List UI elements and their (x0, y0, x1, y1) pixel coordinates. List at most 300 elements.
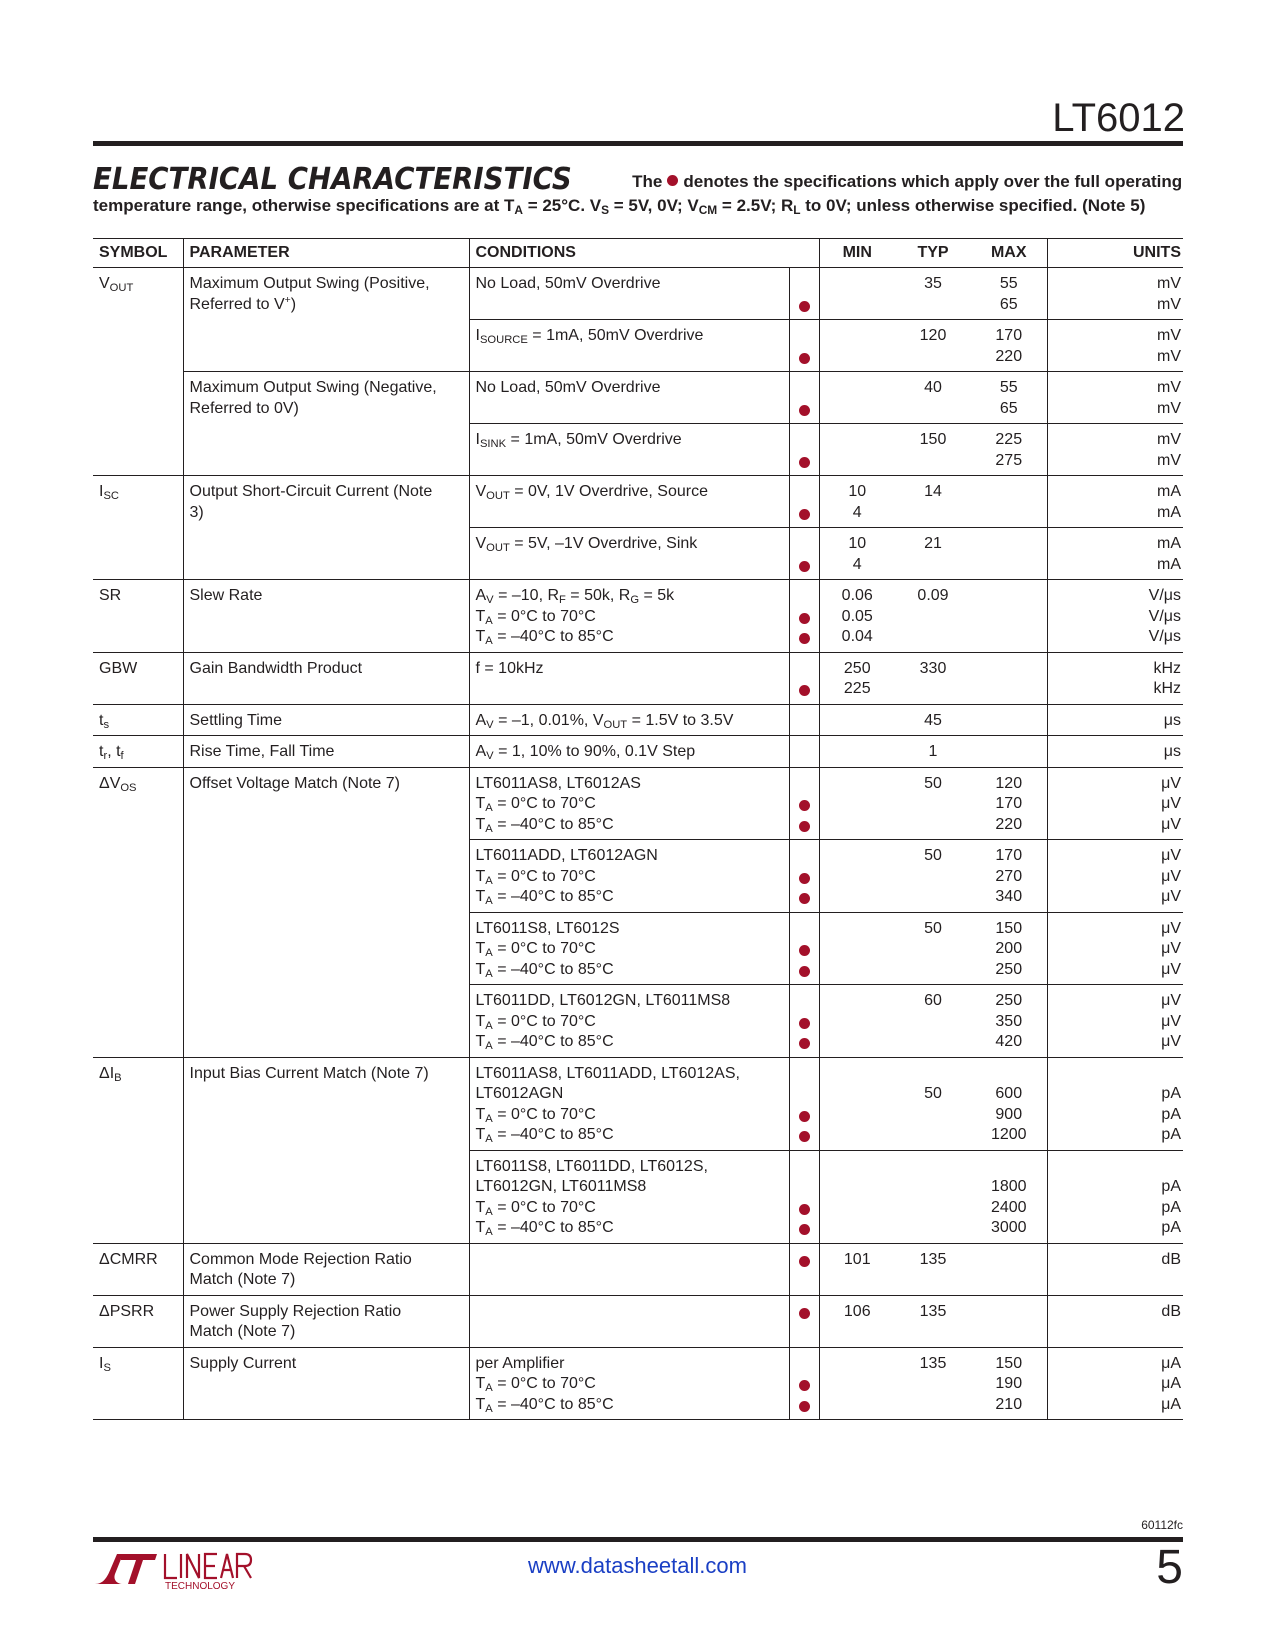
typ-value: 50 (924, 1085, 942, 1102)
unit-value: μV (1161, 847, 1181, 864)
cell-conditions (469, 580, 789, 653)
cell-conditions (469, 1295, 789, 1347)
cell-parameter (183, 268, 469, 372)
condition-line: $T_A = -40^\circ C$ to 85°C (475, 1126, 614, 1145)
cell-max (971, 1057, 1047, 1150)
min-value (826, 774, 890, 795)
parameter-text: Slew Rate (189, 587, 263, 604)
conditions-line: temperature range, otherwise specifications are at $T_A = 25^\circ C$. $V_S = 5V$, 0V; $V_{CM} = 2.5V$; $R_L$ to 0V; unless otherwise specified. (Note 5) (93, 196, 1146, 217)
table-row (93, 1057, 1183, 1150)
typ-value (901, 960, 965, 981)
cell-max (971, 320, 1047, 372)
condition-line: $I_{SOURCE} = 1mA$, 50mV Overdrive (475, 327, 704, 346)
max-value (977, 1270, 1041, 1291)
cell-min (819, 528, 895, 580)
min-value (826, 295, 890, 316)
cell-units (1047, 1295, 1183, 1347)
cell-conditions (469, 372, 789, 424)
full-temp-range-dot-icon (799, 821, 810, 832)
cell-typ (895, 424, 971, 476)
max-value: 190 (995, 1375, 1023, 1392)
min-value (826, 451, 890, 472)
cell-dots (789, 704, 819, 736)
unit-value: μs (1163, 711, 1181, 729)
col-symbol: SYMBOL (93, 239, 183, 268)
cell-typ (895, 268, 971, 320)
cell-conditions (469, 736, 789, 768)
full-temp-range-dot-icon (799, 1038, 810, 1049)
cell-symbol (93, 268, 183, 476)
min-value (826, 1354, 890, 1375)
cell-dots (789, 1295, 819, 1347)
logo-subtext: TECHNOLOGY (165, 1581, 236, 1590)
cell-symbol (93, 580, 183, 653)
typ-value: 150 (919, 431, 947, 448)
unit-value: mA (1157, 503, 1181, 521)
condition-line (476, 679, 783, 700)
electrical-characteristics-table (93, 238, 1183, 1420)
cell-symbol (93, 704, 183, 736)
condition-line: LT6011DD, LT6012GN, LT6011MS8 (475, 992, 731, 1009)
min-value (826, 794, 890, 815)
cell-min (819, 268, 895, 320)
unit-value: dB (1161, 1250, 1181, 1268)
cell-typ (895, 704, 971, 736)
full-temp-range-dot-icon (799, 353, 810, 364)
cell-dots (789, 1057, 819, 1150)
cell-typ (895, 652, 971, 704)
condition-line: $T_A = 0^\circ C$ to 70°C (475, 867, 596, 887)
unit-value: pA (1161, 1198, 1181, 1216)
cell-conditions (469, 1057, 789, 1150)
max-value (977, 711, 1041, 732)
max-value: 210 (995, 1395, 1023, 1413)
cell-symbol (93, 1295, 183, 1347)
bottom-rule (93, 1537, 1183, 1542)
condition-line: $T_A = -40^\circ C$ to 85°C (475, 1395, 614, 1415)
max-value (977, 679, 1041, 700)
parameter-text: Supply Current (189, 1354, 297, 1372)
cell-max (971, 652, 1047, 704)
unit-value: V/μs (1148, 628, 1181, 645)
cell-min (819, 320, 895, 372)
max-value (977, 659, 1041, 680)
min-value (826, 711, 890, 732)
unit-value: V/μs (1148, 607, 1181, 625)
typ-value: 21 (924, 535, 942, 552)
max-value: 170 (995, 847, 1023, 864)
typ-value (901, 867, 965, 888)
min-value: 4 (852, 555, 862, 573)
cell-units (1047, 1150, 1183, 1243)
max-value: 1800 (990, 1178, 1027, 1195)
cell-min (819, 1295, 895, 1347)
cell-dots (789, 1243, 819, 1295)
cell-min (819, 476, 895, 528)
cell-min (819, 767, 895, 840)
cell-conditions (469, 1243, 789, 1295)
cell-symbol (93, 1057, 183, 1243)
min-value (826, 1157, 890, 1178)
typ-value (901, 679, 965, 700)
parameter-text: Input Bias Current Match (Note 7) (189, 1064, 429, 1082)
condition-line: $T_A = -40^\circ C$ to 85°C (475, 815, 614, 835)
cell-min (819, 372, 895, 424)
max-value (977, 555, 1041, 576)
cell-max (971, 372, 1047, 424)
condition-line: per Amplifier (475, 1354, 565, 1372)
condition-line: $T_A = -40^\circ C$ to 85°C (475, 888, 614, 907)
cell-dots (789, 476, 819, 528)
cell-dots (789, 424, 819, 476)
min-value (826, 1177, 890, 1198)
max-value (977, 1250, 1041, 1271)
min-value (826, 1270, 890, 1291)
condition-line: $A_V = 1$, 10% to 90%, 0.1V Step (475, 743, 696, 762)
col-parameter: PARAMETER (183, 239, 469, 268)
typ-value (901, 1177, 965, 1198)
full-temp-range-dot-icon (799, 1224, 810, 1235)
typ-value: 60 (924, 992, 942, 1009)
unit-value: μV (1161, 940, 1181, 957)
unit-value: mV (1157, 451, 1181, 469)
typ-value (901, 1322, 965, 1343)
typ-value: 40 (924, 379, 942, 396)
table-row (93, 736, 1183, 768)
condition-line (476, 295, 783, 316)
parameter-text: Rise Time, Fall Time (189, 743, 335, 760)
unit-value: μV (1161, 795, 1181, 812)
typ-value (901, 1218, 965, 1239)
min-value (826, 1218, 890, 1239)
min-value: 225 (843, 680, 871, 697)
max-value: 220 (995, 347, 1023, 365)
cell-max (971, 985, 1047, 1058)
cell-dots (789, 736, 819, 768)
cell-typ (895, 580, 971, 653)
table-row (93, 652, 1183, 704)
max-value (977, 742, 1041, 763)
unit-value: μA (1161, 1395, 1181, 1413)
full-temp-range-dot-icon (799, 301, 810, 312)
cell-units (1047, 704, 1183, 736)
cell-conditions (469, 476, 789, 528)
table-row (93, 580, 1183, 653)
cell-typ (895, 912, 971, 985)
symbol-text: $t_s$ (99, 711, 110, 731)
cell-parameter (183, 580, 469, 653)
max-value: 350 (995, 1012, 1023, 1030)
cell-min (819, 704, 895, 736)
max-value: 225 (995, 431, 1023, 448)
max-value: 270 (995, 867, 1023, 885)
unit-value: μV (1161, 774, 1181, 792)
cell-typ (895, 1295, 971, 1347)
typ-value: 50 (924, 919, 942, 937)
max-value: 600 (995, 1085, 1023, 1102)
min-value (826, 1125, 890, 1146)
min-value (826, 1084, 890, 1105)
unit-value: pA (1161, 1178, 1181, 1195)
symbol-text: $I_{SC}$ (99, 483, 119, 502)
cell-units (1047, 320, 1183, 372)
typ-value: 135 (919, 1250, 947, 1268)
table-header-row (93, 239, 1183, 268)
col-conditions: CONDITIONS (469, 239, 819, 268)
cell-min (819, 985, 895, 1058)
condition-line: LT6012GN, LT6011MS8 (475, 1178, 647, 1195)
table-row (93, 476, 1183, 528)
cell-typ (895, 1150, 971, 1243)
parameter-text: Maximum Output Swing (Positive, Referred to V+) (189, 275, 430, 313)
cell-max (971, 1243, 1047, 1295)
cell-units (1047, 476, 1183, 528)
unit-value: mA (1157, 555, 1181, 573)
condition-line: $T_A = -40^\circ C$ to 85°C (475, 1219, 614, 1238)
condition-line: LT6012AGN (475, 1085, 564, 1102)
full-temp-range-dot-icon (799, 945, 810, 956)
cell-units (1047, 372, 1183, 424)
max-value (977, 1157, 1041, 1178)
unit-value (1054, 1322, 1182, 1343)
full-temp-range-dot-icon (799, 1111, 810, 1122)
cell-parameter (183, 1243, 469, 1295)
cell-min (819, 912, 895, 985)
typ-value (901, 1125, 965, 1146)
cell-parameter (183, 476, 469, 580)
cell-max (971, 268, 1047, 320)
unit-value (1054, 1157, 1182, 1178)
cell-parameter (183, 736, 469, 768)
condition-line: $T_A = -40^\circ C$ to 85°C (475, 628, 614, 647)
unit-value: μs (1163, 743, 1181, 760)
unit-value: mV (1157, 399, 1181, 417)
max-value (977, 607, 1041, 628)
unit-value: pA (1161, 1085, 1181, 1102)
cell-parameter (183, 652, 469, 704)
unit-value: μV (1161, 888, 1181, 905)
cell-symbol (93, 736, 183, 768)
cell-max (971, 476, 1047, 528)
typ-value (901, 1032, 965, 1053)
full-temp-range-dot-icon (799, 405, 810, 416)
full-temp-range-dot-icon (799, 633, 810, 644)
typ-value (901, 627, 965, 648)
full-temp-range-dot-icon (799, 873, 810, 884)
min-value (826, 430, 890, 451)
cell-typ (895, 840, 971, 913)
cell-dots (789, 1150, 819, 1243)
cell-min (819, 736, 895, 768)
typ-value: 1 (928, 743, 938, 760)
unit-value: μV (1161, 1012, 1181, 1030)
min-value (826, 274, 890, 295)
cell-min (819, 1150, 895, 1243)
typ-value (901, 1395, 965, 1416)
cell-symbol (93, 1243, 183, 1295)
cell-units (1047, 767, 1183, 840)
min-value (826, 1198, 890, 1219)
cell-dots (789, 767, 819, 840)
website-link[interactable]: www.datasheetall.com (528, 1553, 747, 1578)
cell-min (819, 1243, 895, 1295)
unit-value: mA (1157, 535, 1181, 552)
unit-value: μV (1161, 919, 1181, 937)
intro-pre: The (632, 172, 663, 191)
cell-units (1047, 268, 1183, 320)
cell-parameter (183, 704, 469, 736)
cell-conditions (469, 652, 789, 704)
full-temp-range-dot-icon (799, 966, 810, 977)
symbol-text: $t_r$, $t_f$ (99, 743, 124, 762)
typ-value (901, 347, 965, 368)
unit-value (1054, 1270, 1182, 1291)
cell-dots (789, 1347, 819, 1420)
parameter-text: Offset Voltage Match (Note 7) (189, 774, 400, 792)
parameter-text: Gain Bandwidth Product (189, 659, 363, 677)
cell-units (1047, 528, 1183, 580)
table-row (93, 704, 1183, 736)
full-temp-range-dot-icon (799, 457, 810, 468)
unit-value: mV (1157, 379, 1181, 396)
condition-line: LT6011S8, LT6011DD, LT6012S, (475, 1157, 708, 1175)
unit-value: mV (1157, 295, 1181, 313)
symbol-text: $I_S$ (99, 1354, 111, 1374)
unit-value: mV (1157, 275, 1181, 292)
page-number: 5 (1156, 1541, 1183, 1594)
cell-min (819, 1057, 895, 1150)
cell-units (1047, 424, 1183, 476)
cell-typ (895, 1347, 971, 1420)
document-number: 60112fc (1141, 1518, 1183, 1532)
min-value (826, 326, 890, 347)
table-row (93, 1347, 1183, 1420)
cell-max (971, 424, 1047, 476)
full-temp-range-dot-icon (799, 893, 810, 904)
cell-dots (789, 840, 819, 913)
section-heading (93, 162, 1183, 218)
cell-dots (789, 912, 819, 985)
cell-min (819, 580, 895, 653)
max-value: 1200 (990, 1126, 1027, 1143)
condition-line: $T_A = 0^\circ C$ to 70°C (475, 795, 596, 814)
cell-dots (789, 528, 819, 580)
symbol-text: $\Delta V_{OS}$ (99, 774, 137, 794)
max-value (977, 1322, 1041, 1343)
typ-value (901, 1105, 965, 1126)
max-value (977, 482, 1041, 503)
min-value (826, 742, 890, 763)
cell-min (819, 1347, 895, 1420)
full-temp-range-dot-icon (799, 613, 810, 624)
full-temp-range-dot-icon (799, 1380, 810, 1391)
condition-line: $A_V = -10$, $R_F = 50k$, $R_G = 5k$ (475, 587, 675, 606)
max-value (977, 503, 1041, 524)
cell-dots (789, 652, 819, 704)
min-value: 10 (848, 535, 867, 552)
cell-max (971, 1150, 1047, 1243)
symbol-text: $\Delta I_B$ (99, 1064, 122, 1084)
max-value: 250 (995, 960, 1023, 978)
typ-value (901, 607, 965, 628)
condition-line: LT6011AS8, LT6011ADD, LT6012AS, (475, 1064, 740, 1082)
intro-post: denotes the specifications which apply over the full operating (683, 172, 1183, 191)
min-value (826, 919, 890, 940)
cell-dots (789, 372, 819, 424)
cell-max (971, 580, 1047, 653)
symbol-text: ΔCMRR (99, 1250, 158, 1268)
min-value: 250 (843, 659, 871, 677)
table-row (93, 1243, 1183, 1295)
full-temp-range-dot-icon (799, 1308, 810, 1319)
max-value: 120 (995, 774, 1023, 792)
cell-symbol (93, 767, 183, 1057)
min-value (826, 846, 890, 867)
col-min: MIN (819, 239, 895, 268)
cell-units (1047, 736, 1183, 768)
max-value: 55 (999, 379, 1018, 396)
cell-min (819, 840, 895, 913)
cell-max (971, 1295, 1047, 1347)
typ-value (901, 399, 965, 420)
max-value: 150 (995, 1354, 1023, 1372)
unit-value: V/μs (1148, 587, 1181, 604)
min-value (826, 867, 890, 888)
cell-max (971, 767, 1047, 840)
typ-value: 45 (924, 711, 942, 729)
cell-conditions (469, 704, 789, 736)
condition-line: $T_A = 0^\circ C$ to 70°C (475, 1012, 596, 1032)
typ-value: 120 (919, 327, 947, 344)
condition-line: LT6011S8, LT6012S (475, 919, 620, 937)
unit-value: μV (1161, 815, 1181, 833)
typ-value (901, 1198, 965, 1219)
bullet-dot-icon (667, 175, 678, 186)
condition-line: LT6011AS8, LT6012AS (475, 774, 641, 792)
cell-dots (789, 985, 819, 1058)
condition-line: $T_A = 0^\circ C$ to 70°C (475, 1198, 596, 1218)
cell-conditions (469, 268, 789, 320)
min-value (826, 1395, 890, 1416)
condition-line (476, 1322, 783, 1343)
condition-line: $T_A = 0^\circ C$ to 70°C (475, 940, 596, 959)
min-value (826, 815, 890, 836)
min-value: 10 (848, 483, 867, 500)
max-value: 55 (999, 275, 1018, 292)
condition-line: $T_A = 0^\circ C$ to 70°C (475, 1375, 596, 1394)
typ-value: 50 (924, 774, 942, 792)
typ-value: 135 (919, 1302, 947, 1320)
cell-parameter (183, 1295, 469, 1347)
max-value: 275 (995, 451, 1023, 469)
max-value: 170 (995, 795, 1023, 812)
full-temp-range-dot-icon (799, 1256, 810, 1267)
cell-typ (895, 1243, 971, 1295)
typ-value (901, 1270, 965, 1291)
min-value: 101 (843, 1250, 871, 1268)
typ-value (901, 1157, 965, 1178)
max-value: 65 (999, 399, 1018, 417)
typ-value (901, 503, 965, 524)
cell-max (971, 704, 1047, 736)
cell-dots (789, 580, 819, 653)
max-value: 900 (995, 1105, 1023, 1123)
symbol-text: ΔPSRR (99, 1302, 155, 1320)
condition-line: $T_A = -40^\circ C$ to 85°C (475, 1033, 614, 1052)
table-row (93, 1295, 1183, 1347)
cell-conditions (469, 1347, 789, 1420)
col-typ: TYP (895, 239, 971, 268)
